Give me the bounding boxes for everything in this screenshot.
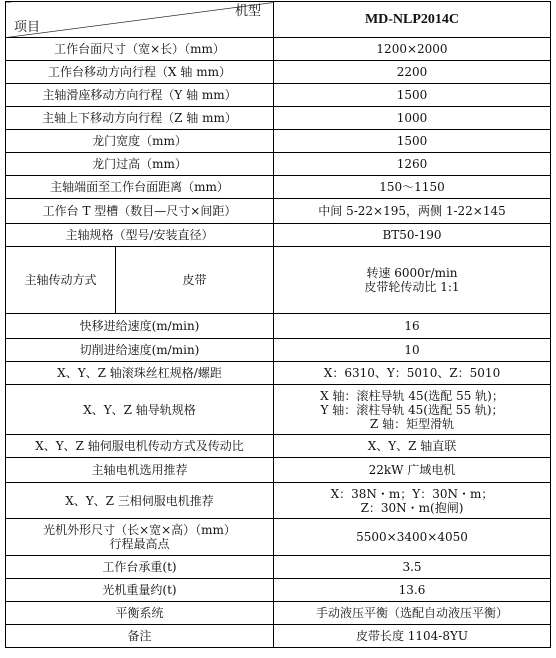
row-label: 快移进给速度(m/min) bbox=[6, 314, 274, 339]
row-value bbox=[274, 483, 551, 519]
label-line: 光机外形尺寸（长×宽×高）（mm） bbox=[43, 523, 236, 537]
row-value: 2200 bbox=[274, 61, 551, 84]
row-label: 工作台 T 型槽（数目—尺寸×间距） bbox=[6, 199, 274, 224]
row-value: 皮带长度 1104-8YU bbox=[274, 625, 551, 648]
table-row bbox=[6, 84, 551, 107]
table-row bbox=[6, 458, 551, 483]
table-row bbox=[6, 602, 551, 625]
table-row bbox=[6, 556, 551, 579]
value-line: 皮带轮传动比 1:1 bbox=[364, 280, 460, 294]
value-line: Y 轴：滚柱导轨 45(选配 55 轨)； bbox=[320, 402, 504, 417]
row-value: BT50-190 bbox=[274, 224, 551, 247]
row-value: 1500 bbox=[274, 130, 551, 153]
header-row bbox=[6, 2, 551, 38]
row-value: 22kW 广域电机 bbox=[274, 458, 551, 483]
row-sub-label: 皮带 bbox=[116, 247, 274, 314]
value-line: 转速 6000r/min bbox=[366, 266, 458, 280]
label-line: 行程最高点 bbox=[109, 537, 170, 551]
row-value: 150～1150 bbox=[274, 176, 551, 199]
row-label: 龙门宽度（mm） bbox=[6, 130, 274, 153]
spec-sheet bbox=[5, 1, 551, 648]
table-row bbox=[6, 579, 551, 602]
row-label: X、Y、Z 轴伺服电机传动方式及传动比 bbox=[6, 435, 274, 458]
table-row bbox=[6, 339, 551, 362]
row-label: 工作台面尺寸（宽×长）（mm） bbox=[6, 38, 274, 61]
row-label bbox=[6, 519, 274, 556]
row-label: X、Y、Z 三相伺服电机推荐 bbox=[6, 483, 274, 519]
table-row bbox=[6, 130, 551, 153]
table-row bbox=[6, 107, 551, 130]
header-model-label: 机型 bbox=[234, 4, 261, 19]
row-label: 主轴滑座移动方向行程（Y 轴 mm） bbox=[6, 84, 274, 107]
model-name: MD-NLP2014C bbox=[274, 2, 551, 38]
table-row bbox=[6, 176, 551, 199]
value-line: Z 轴：矩型滑轨 bbox=[369, 416, 455, 431]
row-value bbox=[274, 385, 551, 435]
table-row bbox=[6, 435, 551, 458]
header-item-label: 项目 bbox=[14, 20, 41, 35]
row-value: 中间 5-22×195，两侧 1-22×145 bbox=[274, 199, 551, 224]
row-value: 1000 bbox=[274, 107, 551, 130]
row-label: 主轴电机选用推荐 bbox=[6, 458, 274, 483]
table-row bbox=[6, 362, 551, 385]
table-row bbox=[6, 199, 551, 224]
row-value: 手动液压平衡（选配自动液压平衡） bbox=[274, 602, 551, 625]
row-value: X、Y、Z 轴直联 bbox=[274, 435, 551, 458]
table-row bbox=[6, 153, 551, 176]
guide-rail-row bbox=[6, 385, 551, 435]
row-label: 光机重量约(t) bbox=[6, 579, 274, 602]
row-label: 主轴上下移动方向行程（Z 轴 mm） bbox=[6, 107, 274, 130]
row-label: 龙门过高（mm） bbox=[6, 153, 274, 176]
spec-table bbox=[5, 1, 551, 648]
row-label: 主轴端面至工作台面距离（mm） bbox=[6, 176, 274, 199]
table-row bbox=[6, 625, 551, 648]
machine-size-row bbox=[6, 519, 551, 556]
row-label: X、Y、Z 轴滚珠丝杠规格/螺距 bbox=[6, 362, 274, 385]
row-value: 1500 bbox=[274, 84, 551, 107]
table-row bbox=[6, 61, 551, 84]
row-value: 3.5 bbox=[274, 556, 551, 579]
table-row bbox=[6, 38, 551, 61]
row-label: 切削进给速度(m/min) bbox=[6, 339, 274, 362]
value-line: X：38N・m；Y：30N・m； bbox=[330, 486, 494, 501]
spindle-drive-row bbox=[6, 247, 551, 314]
servo-motor-row bbox=[6, 483, 551, 519]
header-corner-cell bbox=[6, 2, 274, 38]
row-label: 平衡系统 bbox=[6, 602, 274, 625]
row-label: X、Y、Z 轴导轨规格 bbox=[6, 385, 274, 435]
row-value: 16 bbox=[274, 314, 551, 339]
row-value: X：6310、Y：5010、Z：5010 bbox=[274, 362, 551, 385]
value-line: X 轴：滚柱导轨 45(选配 55 轨)； bbox=[320, 388, 504, 403]
row-value: 1200×2000 bbox=[274, 38, 551, 61]
table-row bbox=[6, 224, 551, 247]
row-label: 主轴规格（型号/安装直径） bbox=[6, 224, 274, 247]
row-label: 工作台移动方向行程（X 轴 mm） bbox=[6, 61, 274, 84]
row-value bbox=[274, 247, 551, 314]
row-value: 5500×3400×4050 bbox=[274, 519, 551, 556]
table-row bbox=[6, 314, 551, 339]
value-line: Z：30N・m(抱闸) bbox=[360, 500, 464, 515]
row-value: 10 bbox=[274, 339, 551, 362]
row-value: 1260 bbox=[274, 153, 551, 176]
row-value: 13.6 bbox=[274, 579, 551, 602]
row-label: 备注 bbox=[6, 625, 274, 648]
row-label: 工作台承重(t) bbox=[6, 556, 274, 579]
row-label: 主轴传动方式 bbox=[6, 247, 116, 314]
